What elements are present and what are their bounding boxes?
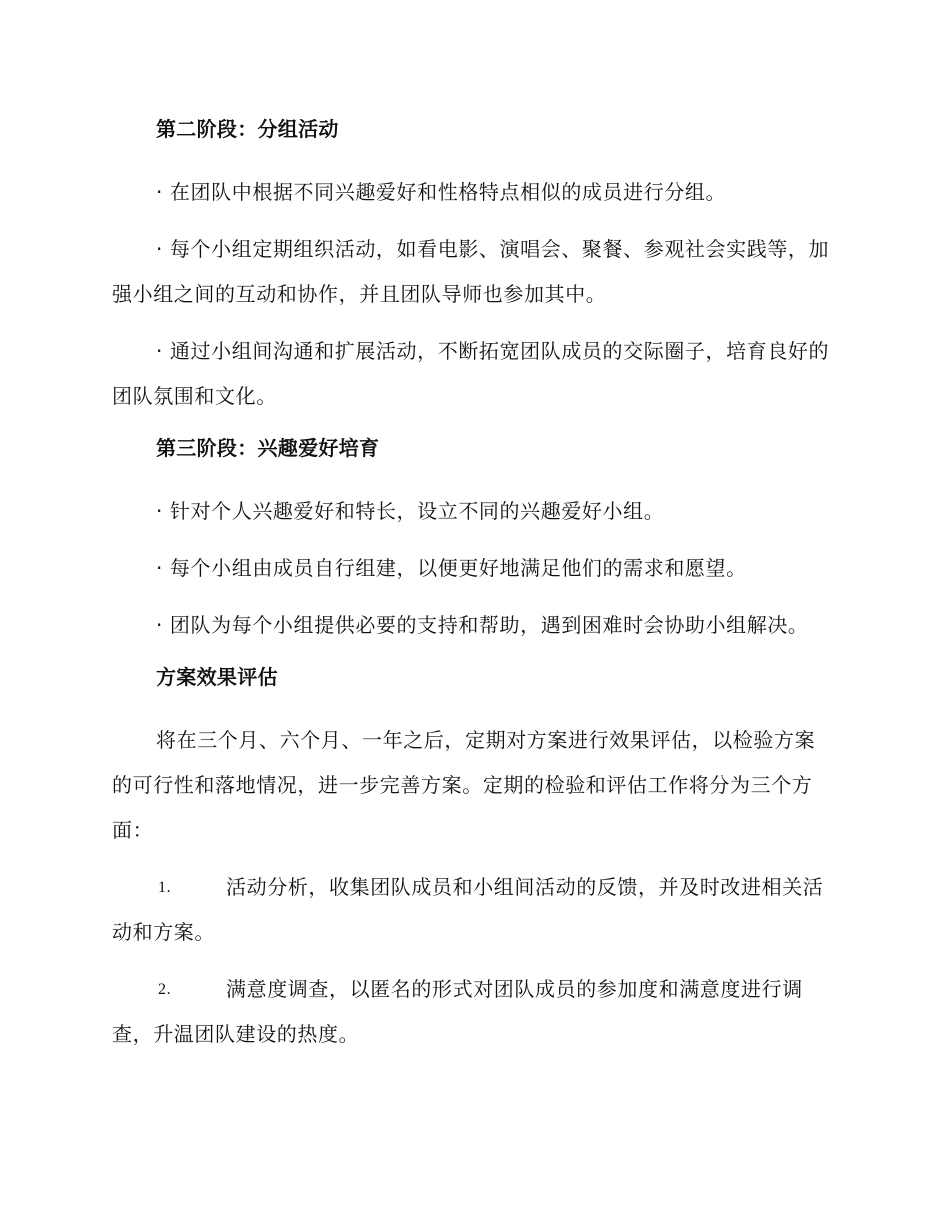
paragraph: · 在团队中根据不同兴趣爱好和性格特点相似的成员进行分组。 (156, 180, 727, 204)
numbered-list-item (112, 865, 834, 955)
paragraph: · 通过小组间沟通和扩展活动，不断拓宽团队成员的交际圈子，培育良好的团队氛围和文化。 (112, 339, 830, 408)
numbered-list-item (112, 967, 834, 1057)
paragraph: · 针对个人兴趣爱好和特长，设立不同的兴趣爱好小组。 (156, 499, 665, 523)
paragraph: · 每个小组定期组织活动，如看电影、演唱会、聚餐、参观社会实践等，加强小组之间的互动和协作，并且团队导师也参加其中。 (112, 237, 830, 306)
document-body (112, 112, 834, 1069)
list-number: 1. (158, 879, 172, 896)
list-item-text: 满意度调查，以匿名的形式对团队成员的参加度和满意度进行调查，升温团队建设的热度。 (112, 977, 803, 1046)
list-item-text: 活动分析，收集团队成员和小组间活动的反馈，并及时改进相关活动和方案。 (112, 875, 824, 944)
paragraph: · 团队为每个小组提供必要的支持和帮助，遇到困难时会协助小组解决。 (156, 613, 809, 637)
section-heading-stage-two: 第二阶段：分组活动 (156, 117, 339, 141)
paragraph: · 每个小组由成员自行组建，以便更好地满足他们的需求和愿望。 (156, 556, 747, 580)
list-number: 2. (158, 981, 172, 998)
section-heading-evaluation: 方案效果评估 (156, 665, 278, 689)
paragraph: 将在三个月、六个月、一年之后，定期对方案进行效果评估，以检验方案的可行性和落地情况，进一步完善方案。定期的检验和评估工作将分为三个方面： (112, 728, 816, 842)
section-heading-stage-three: 第三阶段：兴趣爱好培育 (156, 436, 380, 460)
